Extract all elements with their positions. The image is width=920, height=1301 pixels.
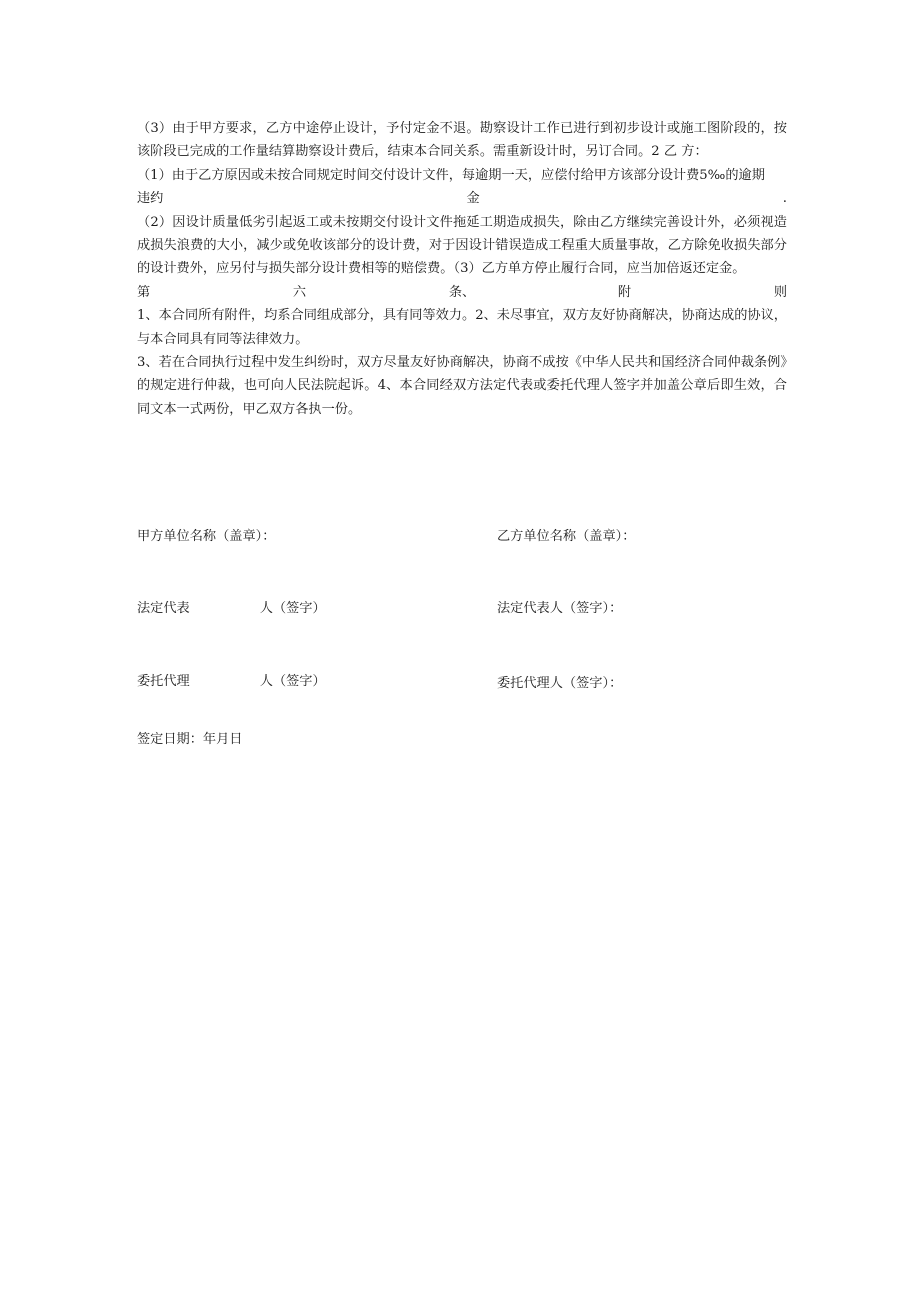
party-b-unit-name: 乙方单位名称（盖章）： xyxy=(497,529,636,544)
party-a-legal-rep-suffix: 人（签字） xyxy=(259,601,326,616)
party-b-legal-rep: 法定代表人（签字）： xyxy=(497,601,623,616)
party-b-agent: 委托代理人（签字）： xyxy=(497,676,623,691)
heading-char-2: 六 xyxy=(292,284,307,300)
clause-paragraph-4: 1、本合同所有附件，均系合同组成部分，具有同等效力。2、未尽事宜，双方友好协商解决，协商达成的协议，与本合同具有同等法律效力。 xyxy=(137,308,787,347)
signing-date: 签定日期：年月日 xyxy=(137,732,243,747)
heading-char-5: 则 xyxy=(773,284,787,300)
signature-row-agent xyxy=(137,670,787,694)
signature-row-unit-name xyxy=(137,525,787,549)
party-a-agent-prefix: 委托代理 xyxy=(137,674,190,689)
penalty-word-2: 金 xyxy=(466,191,480,207)
clause-paragraph-2-tail xyxy=(137,187,787,210)
party-a-unit-name: 甲方单位名称（盖章）： xyxy=(137,529,276,544)
party-a-legal-rep-prefix: 法定代表 xyxy=(137,601,190,616)
clause-paragraph-5: 3、若在合同执行过程中发生纠纷时，双方尽量友好协商解决，协商不成按《中华人民共和国经济合同仲裁条例》的规定进行仲裁，也可向人民法院起诉。4、本合同经双方法定代表或委托代理人签字并加盖公章后即生效，合同文本一式两份，甲乙双方各执一份。 xyxy=(137,355,787,417)
clause-paragraph-3: （2）因设计质量低劣引起返工或未按期交付设计文件拖延工期造成损失，除由乙方继续完善设计外，必须视造成损失浪费的大小，减少或免收该部分的设计费，对于因设计错误造成工程重大质量事故，乙方除免收损失部分的设计费外，应另付与损失部分设计费相等的赔偿费。（3）乙方单方停止履行合同，应当加倍返还定金。 xyxy=(137,214,787,277)
clause-paragraph-2: （1）由于乙方原因或未按合同规定时间交付设计文件，每逾期一天，应偿付给甲方该部分设计费5‰的逾期 xyxy=(137,167,765,183)
article-six-heading xyxy=(137,281,787,304)
heading-char-1: 第 xyxy=(137,284,151,300)
contract-body xyxy=(137,117,787,421)
signature-row-legal-rep xyxy=(137,597,787,621)
party-a-legal-rep xyxy=(137,597,326,616)
heading-char-3: 条、 xyxy=(448,284,476,300)
party-a-agent xyxy=(137,670,326,689)
penalty-period: . xyxy=(782,191,787,207)
penalty-word-1: 违约 xyxy=(137,191,164,207)
clause-paragraph-1: （3）由于甲方要求，乙方中途停止设计，予付定金不退。勘察设计工作已进行到初步设计或施工图阶段的，按该阶段已完成的工作量结算勘察设计费后，结束本合同关系。需重新设计时，另订合同。2 乙 方： xyxy=(137,121,787,160)
party-a-agent-suffix: 人（签字） xyxy=(259,674,326,689)
heading-char-4: 附 xyxy=(617,284,632,300)
